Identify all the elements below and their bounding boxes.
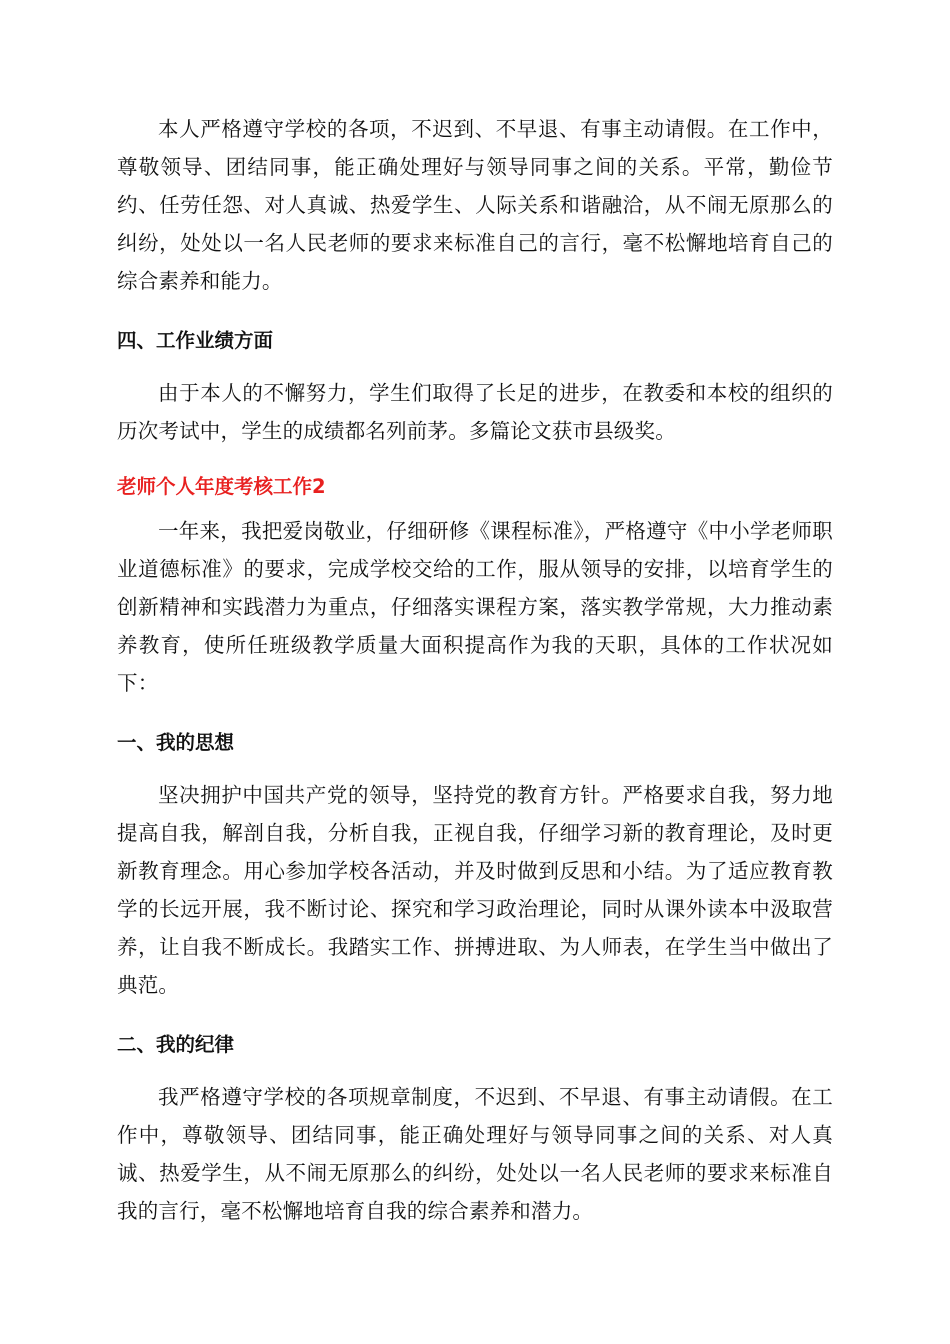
paragraph-discipline: 我严格遵守学校的各项规章制度，不迟到、不早退、有事主动请假。在工作中，尊敬领导、团结同事，能正确处理好与领导同事之间的关系、对人真诚、热爱学生，从不闹无原那么的纠纷，处处以一名人民老师的要求来标准自我的言行，毫不松懈地培育自我的综合素养和潜力。 [117,1085,833,1223]
paragraph-thoughts: 坚决拥护中国共产党的领导，坚持党的教育方针。严格要求自我，努力地提高自我，解剖自我，分析自我，正视自我，仔细学习新的教育理论，及时更新教育理念。用心参加学校各活动，并及时做到反思和小结。为了适应教育教学的长远开展，我不断讨论、探究和学习政治理论，同时从课外读本中汲取营养，让自我不断成长。我踏实工作、拼搏进取、为人师表，在学生当中做出了典范。 [117,783,833,997]
paragraph-discipline-summary: 本人严格遵守学校的各项，不迟到、不早退、有事主动请假。在工作中，尊敬领导、团结同事，能正确处理好与领导同事之间的关系。平常，勤俭节约、任劳任怨、对人真诚、热爱学生、人际关系和谐融洽，从不闹无原那么的纠纷，处处以一名人民老师的要求来标准自己的言行，毫不松懈地培育自己的综合素养和能力。 [117,117,833,293]
document-page [117,110,833,1230]
heading-my-discipline: 二、我的纪律 [117,1033,235,1056]
paragraph-achievements: 由于本人的不懈努力，学生们取得了长足的进步，在教委和本校的组织的历次考试中，学生的成绩都名列前茅。多篇论文获市县级奖。 [117,381,833,443]
heading-my-thoughts: 一、我的思想 [117,731,235,754]
heading-work-achievements: 四、工作业绩方面 [117,329,274,352]
paragraph-intro: 一年来，我把爱岗敬业，仔细研修《课程标准》，严格遵守《中小学老师职业道德标准》的要求，完成学校交给的工作，服从领导的安排，以培育学生的创新精神和实践潜力为重点，仔细落实课程方案，落实教学常规，大力推动素养教育，使所任班级教学质量大面积提高作为我的天职，具体的工作状况如下： [117,519,833,695]
section-title-2: 老师个人年度考核工作2 [117,475,326,498]
